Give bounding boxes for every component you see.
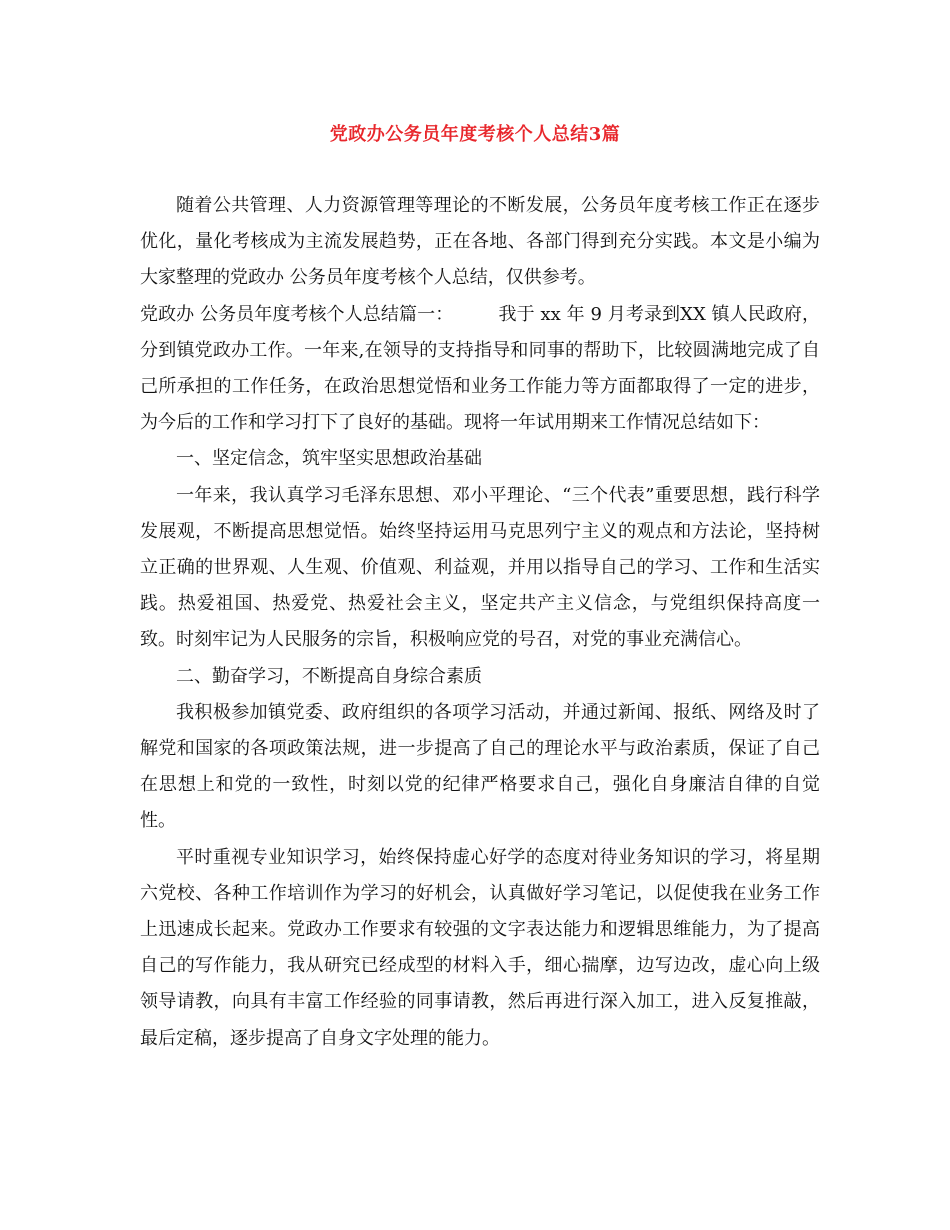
document-body bbox=[140, 188, 820, 1057]
section-heading-2: 二、勤奋学习，不断提高自身综合素质 bbox=[176, 665, 482, 687]
paragraph-section-1: 一年来，我认真学习毛泽东思想、邓小平理论、“三个代表”重要思想，践行科学发展观，不断提高思想觉悟。始终坚持运用马克思列宁主义的观点和方法论，坚持树立正确的世界观、人生观、价值观、利益观，并用以指导自己的学习、工作和生活实践。热爱祖国、热爱党、热爱社会主义，坚定共产主义信念，与党组织保持高度一致。时刻牢记为人民服务的宗旨，积极响应党的号召，对党的事业充满信心。 bbox=[140, 484, 820, 651]
document-title: 党政办公务员年度考核个人总结3篇 bbox=[329, 124, 621, 145]
paragraph-section-2a: 我积极参加镇党委、政府组织的各项学习活动，并通过新闻、报纸、网络及时了解党和国家的各项政策法规，进一步提高了自己的理论水平与政治素质，保证了自己在思想上和党的一致性，时刻以党的纪律严格要求自己，强化自身廉洁自律的自觉性。 bbox=[140, 701, 820, 832]
paragraph-intro: 随着公共管理、人力资源管理等理论的不断发展，公务员年度考核工作正在逐步优化，量化考核成为主流发展趋势，正在各地、各部门得到充分实践。本文是小编为大家整理的党政办 公务员年度考核个人总结，仅供参考。 bbox=[140, 195, 820, 289]
paragraph-section-2b: 平时重视专业知识学习，始终保持虚心好学的态度对待业务知识的学习，将星期六党校、各种工作培训作为学习的好机会，认真做好学习笔记，以促使我在业务工作上迅速成长起来。党政办工作要求有较强的文字表达能力和逻辑思维能力，为了提高自己的写作能力，我从研究已经成型的材料入手，细心揣摩，边写边改，虚心向上级领导请教，向具有丰富工作经验的同事请教，然后再进行深入加工，进入反复推敲，最后定稿，逐步提高了自身文字处理的能力。 bbox=[140, 846, 820, 1049]
paragraph-part-one-opening: 党政办 公务员年度考核个人总结篇一： 我于 xx 年 9 月考录到XX 镇人民政府，分到镇党政办工作。一年来,在领导的支持指导和同事的帮助下，比较圆满地完成了自己所承担的工作任务，在政治思想觉悟和业务工作能力等方面都取得了一定的进步，为今后的工作和学习打下了良好的基础。现将一年试用期来工作情况总结如下： bbox=[140, 303, 820, 434]
section-heading-1: 一、坚定信念，筑牢坚实思想政治基础 bbox=[176, 448, 482, 470]
